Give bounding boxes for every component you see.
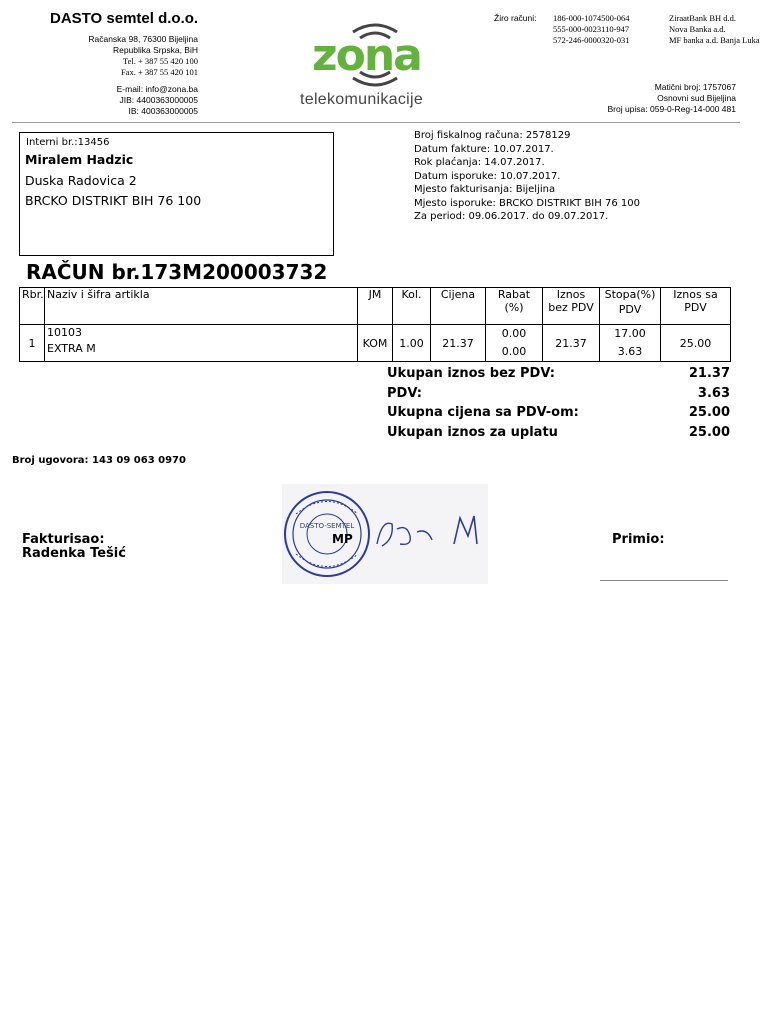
table-header-row — [20, 288, 731, 325]
registration-info — [536, 82, 736, 115]
table-row — [20, 325, 731, 362]
total-pay-row: Ukupan iznos za uplatu 25.00 — [387, 424, 730, 440]
bank-accounts-label: Žiro računi: — [494, 13, 537, 23]
total-gross-row: Ukupna cijena sa PDV-om: 25.00 — [387, 405, 730, 420]
company-stamp-icon — [282, 484, 488, 584]
company-fax: Fax. + 387 55 420 101 — [120, 67, 198, 77]
cell-gross: 25.00 — [661, 325, 731, 362]
total-vat-row: PDV: 3.63 — [387, 385, 730, 401]
logo-subtitle: telekomunikacije — [300, 91, 424, 108]
customer-street: Duska Radovica 2 — [25, 173, 137, 188]
bank-account-row: 555-000-0023110-947 Nova Banka a.d. — [553, 24, 726, 34]
header-divider — [12, 122, 740, 123]
company-jib: JIB: 4400363000005 — [119, 95, 198, 105]
total-net-row: Ukupan iznos bez PDV: 21.37 — [387, 366, 730, 381]
header-price: Cijena — [431, 288, 486, 325]
company-identifiers — [0, 84, 198, 117]
customer-name: Miralem Hadzic — [25, 152, 134, 167]
company-region: Republika Srpska, BiH — [112, 45, 198, 55]
header-net: Iznos bez PDV — [543, 288, 600, 325]
company-street: Račanska 98, 76300 Bijeljina — [88, 34, 198, 44]
company-ib: IB: 400363000005 — [128, 106, 198, 116]
company-email: E-mail: info@zona.ba — [116, 84, 198, 94]
cell-name: 10103 EXTRA M — [45, 325, 358, 362]
totals-block — [387, 364, 730, 442]
cell-no: 1 — [20, 325, 45, 362]
customer-box — [19, 132, 334, 256]
cell-qty: 1.00 — [393, 325, 431, 362]
registration-entry: Broj upisa: 059-0-Reg-14-000 481 — [607, 104, 736, 114]
due-date: Rok plaćanja: 14.07.2017. — [414, 157, 545, 168]
received-signature-line — [600, 580, 728, 581]
items-table — [19, 287, 731, 362]
invoice-title: RAČUN br.173M200003732 — [26, 260, 328, 284]
fiscal-number: Broj fiskalnog računa: 2578129 — [414, 130, 571, 141]
cell-unit: KOM — [358, 325, 393, 362]
cell-net: 21.37 — [543, 325, 600, 362]
bank-account-row: 572-246-0000320-031 MF banka a.d. Banja Luka — [553, 35, 760, 45]
company-tel: Tel. + 387 55 420 100 — [122, 56, 198, 66]
registration-mb: Matični broj: 1757067 — [654, 82, 736, 92]
cell-price: 21.37 — [431, 325, 486, 362]
delivery-date: Datum isporuke: 10.07.2017. — [414, 170, 561, 182]
customer-city: BRCKO DISTRIKT BIH 76 100 — [25, 193, 202, 208]
header-gross: Iznos sa PDV — [661, 288, 731, 325]
company-logo — [300, 20, 450, 112]
invoice-date: Datum fakture: 10.07.2017. — [414, 143, 554, 155]
svg-text:DASTO-SEMTEL: DASTO-SEMTEL — [299, 522, 355, 530]
header-discount: Rabat (%) — [486, 288, 543, 325]
header-qty: Kol. — [393, 288, 431, 325]
cell-discount: 0.00 0.00 — [486, 325, 543, 362]
bank-account-row: 186-000-1074500-064 ZiraatBank BH d.d. — [553, 13, 737, 23]
stamp-mp-label: MP — [332, 532, 353, 546]
registration-court: Osnovni sud Bijeljina — [657, 93, 736, 103]
company-address — [0, 34, 198, 78]
contract-number: Broj ugovora: 143 09 063 0970 — [12, 455, 186, 466]
company-name: DASTO semtel d.o.o. — [50, 10, 199, 27]
logo-word: zona — [312, 30, 421, 81]
customer-internal-number: Interni br.:13456 — [26, 137, 110, 148]
issued-by-name: Radenka Tešić — [22, 546, 126, 561]
cell-vat: 17.00 3.63 — [600, 325, 661, 362]
bank-accounts — [553, 13, 760, 46]
header-name: Naziv i šifra artikla — [45, 288, 358, 325]
issued-by-label: Fakturisao: — [22, 532, 105, 547]
header-unit: JM — [358, 288, 393, 325]
delivery-place: Mjesto isporuke: BRCKO DISTRIKT BIH 76 100 — [414, 197, 640, 209]
billing-period: Za period: 09.06.2017. do 09.07.2017. — [414, 211, 609, 222]
invoice-meta — [414, 129, 640, 224]
header-no: Rbr. — [20, 288, 45, 325]
received-by-label: Primio: — [612, 532, 665, 547]
billing-place: Mjesto fakturisanja: Bijeljina — [414, 184, 556, 195]
header-vat: Stopa(%) PDV — [600, 288, 661, 325]
